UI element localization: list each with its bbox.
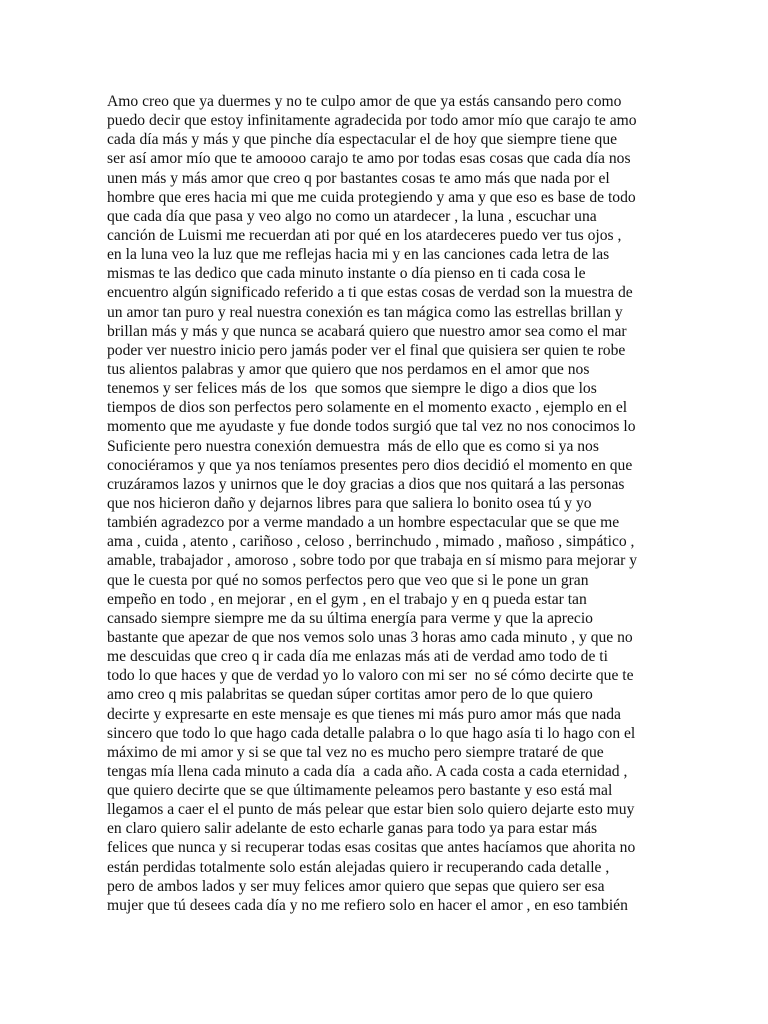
text-line: amable, trabajador , amoroso , sobre todo por que trabaja en sí mismo para mejorar y bbox=[107, 552, 638, 570]
text-line: que le cuesta por qué no somos perfectos pero que veo que si le pone un gran bbox=[107, 571, 589, 589]
text-line: empeño en todo , en mejorar , en el gym , en el trabajo y en q pueda estar tan bbox=[107, 590, 587, 608]
text-line: todo lo que haces y que de verdad yo lo valoro con mi ser no sé cómo decirte que te bbox=[107, 667, 634, 685]
text-line: encuentro algún significado referido a ti que estas cosas de verdad son la muestra de bbox=[107, 284, 633, 302]
text-line: cada día más y más y que pinche día espectacular el de hoy que siempre tiene que bbox=[107, 131, 618, 149]
text-line: que nos hicieron daño y dejarnos libres para que saliera lo bonito osea tú y yo bbox=[107, 494, 592, 512]
text-line: canción de Luismi me recuerdan ati por qué en los atardeceres puedo ver tus ojos , bbox=[107, 226, 622, 244]
text-line: mismas te las dedico que cada minuto instante o día pienso en ti cada cosa le bbox=[107, 265, 586, 283]
letter-body bbox=[107, 92, 667, 915]
text-line: en la luna veo la luz que me reflejas hacia mi y en las canciones cada letra de las bbox=[107, 246, 610, 264]
text-line: me descuidas que creo q ir cada día me enlazas más ati de verdad amo todo de ti bbox=[107, 648, 608, 666]
text-line: unen más y más amor que creo q por bastantes cosas te amo más que nada por el bbox=[107, 169, 610, 187]
text-line: bastante que apezar de que nos vemos solo unas 3 horas amo cada minuto , y que no bbox=[107, 628, 633, 646]
text-line: también agradezco por a verme mandado a un hombre espectacular que se que me bbox=[107, 514, 620, 532]
text-line: cruzáramos lazos y unirnos que le doy gracias a dios que nos quitará a las personas bbox=[107, 475, 625, 493]
text-line: pero de ambos lados y ser muy felices amor quiero que sepas que quiero ser esa bbox=[107, 877, 605, 895]
text-line: tus alientos palabras y amor que quiero que nos perdamos en el amor que nos bbox=[107, 360, 590, 378]
text-line: un amor tan puro y real nuestra conexión es tan mágica como las estrellas brillan y bbox=[107, 303, 623, 321]
text-line: Suficiente pero nuestra conexión demuestra más de ello que es como si ya nos bbox=[107, 437, 599, 455]
text-line: ama , cuida , atento , cariñoso , celoso , berrinchudo , mimado , mañoso , simpático , bbox=[107, 533, 635, 551]
text-line: cansado siempre siempre me da su última energía para verme y que la aprecio bbox=[107, 609, 593, 627]
text-line: mujer que tú desees cada día y no me refiero solo en hacer el amor , en eso también bbox=[107, 896, 628, 914]
text-line: tenemos y ser felices más de los que somos que siempre le digo a dios que los bbox=[107, 380, 597, 398]
text-line: conociéramos y que ya nos teníamos presentes pero dios decidió el momento en que bbox=[107, 456, 633, 474]
text-line: amo creo q mis palabritas se quedan súper cortitas amor pero de lo que quiero bbox=[107, 686, 593, 704]
text-line: ser así amor mío que te amoooo carajo te amo por todas esas cosas que cada día nos bbox=[107, 150, 631, 168]
text-line: que quiero decirte que se que últimamente peleamos pero bastante y eso está mal bbox=[107, 782, 613, 800]
text-line: Amo creo que ya duermes y no te culpo amor de que ya estás cansando pero como bbox=[107, 93, 622, 110]
text-line: tengas mía llena cada minuto a cada día a cada año. A cada costa a cada eternidad , bbox=[107, 762, 628, 780]
text-line: decirte y expresarte en este mensaje es que tienes mi más puro amor más que nada bbox=[107, 705, 621, 723]
text-line: están perdidas totalmente solo están alejadas quiero ir recuperando cada detalle , bbox=[107, 858, 610, 876]
text-line: puedo decir que estoy infinitamente agradecida por todo amor mío que carajo te amo bbox=[107, 112, 637, 130]
text-line: en claro quiero salir adelante de esto echarle ganas para todo ya para estar más bbox=[107, 820, 598, 838]
text-line: sincero que todo lo que hago cada detalle palabra o lo que hago asía ti lo hago con el bbox=[107, 724, 636, 742]
text-line: momento que me ayudaste y fue donde todos surgió que tal vez no nos conocimos lo bbox=[107, 418, 636, 436]
text-line: máximo de mi amor y si se que tal vez no es mucho pero siempre trataré de que bbox=[107, 743, 604, 761]
text-line: llegamos a caer el el punto de más pelear que estar bien solo quiero dejarte esto muy bbox=[107, 801, 635, 819]
text-line: felices que nunca y si recuperar todas esas cositas que antes hacíamos que ahorita no bbox=[107, 839, 636, 857]
text-line: tiempos de dios son perfectos pero solamente en el momento exacto , ejemplo en el bbox=[107, 399, 628, 417]
text-line: que cada día que pasa y veo algo no como un atardecer , la luna , escuchar una bbox=[107, 207, 597, 225]
text-line: brillan más y más y que nunca se acabará quiero que nuestro amor sea como el mar bbox=[107, 322, 627, 340]
text-line: poder ver nuestro inicio pero jamás poder ver el final que quisiera ser quien te robe bbox=[107, 341, 626, 359]
text-line: hombre que eres hacia mi que me cuida protegiendo y ama y que eso es base de todo bbox=[107, 188, 636, 206]
